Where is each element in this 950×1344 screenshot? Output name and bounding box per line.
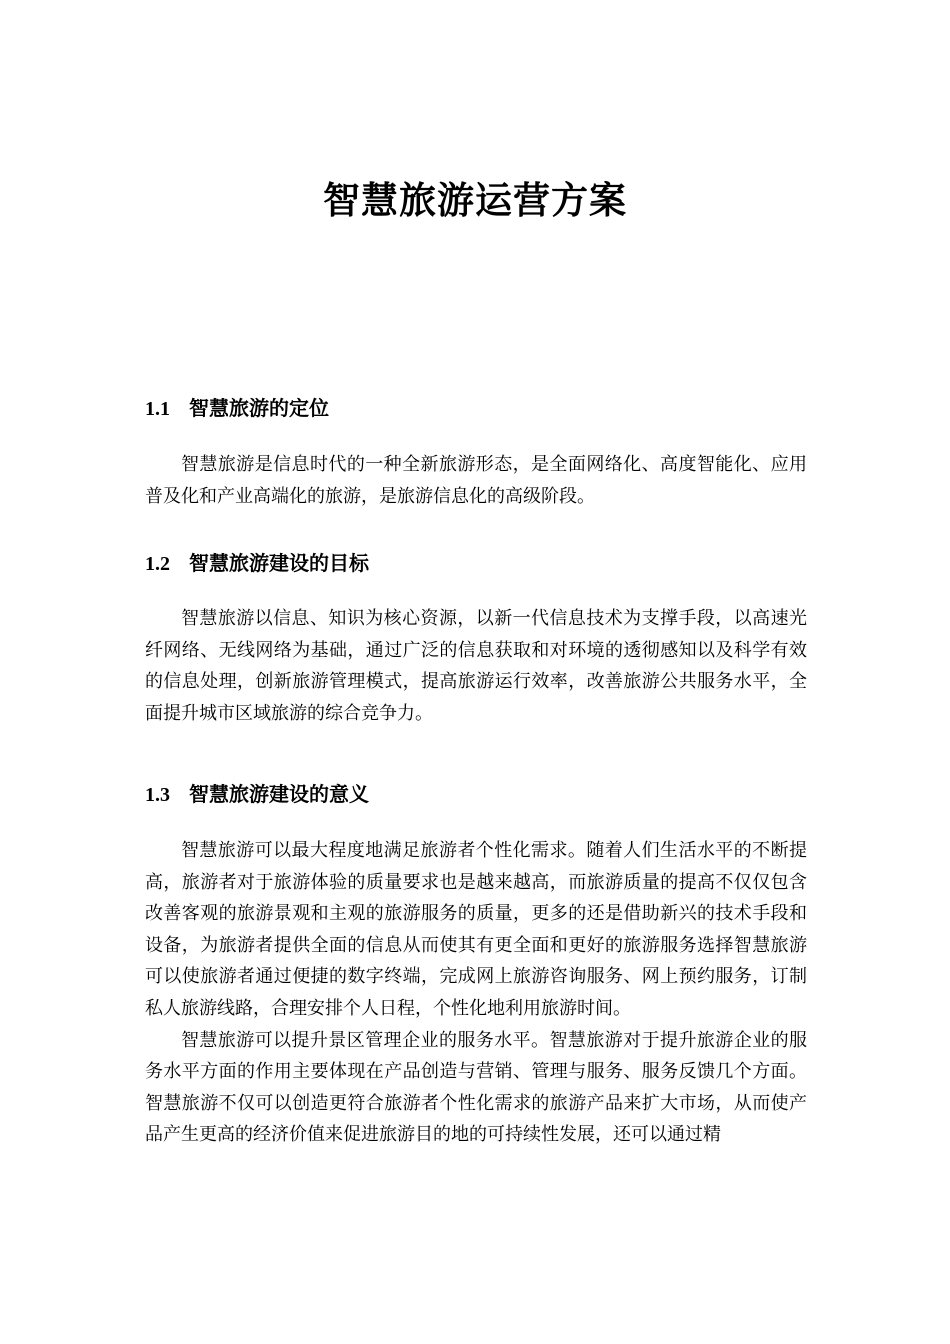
section-positioning [145,393,807,512]
section-title: 智慧旅游建设的目标 [189,551,369,575]
section-heading [145,779,807,810]
paragraph: 智慧旅游是信息时代的一种全新旅游形态，是全面网络化、高度智能化、应用普及化和产业高端化的旅游，是旅游信息化的高级阶段。 [145,454,807,507]
section-number: 1.1 [145,398,170,420]
section-goals [145,548,807,729]
section-number: 1.2 [145,553,170,575]
paragraph: 智慧旅游以信息、知识为核心资源，以新一代信息技术为支撑手段，以高速光纤网络、无线网络为基础，通过广泛的信息获取和对环境的透彻感知以及科学有效的信息处理，创新旅游管理模式，提高旅游运行效率，改善旅游公共服务水平，全面提升城市区域旅游的综合竞争力。 [145,608,807,724]
paragraph: 智慧旅游可以提升景区管理企业的服务水平。智慧旅游对于提升旅游企业的服务水平方面的作用主要体现在产品创造与营销、管理与服务、服务反馈几个方面。智慧旅游不仅可以创造更符合旅游者个性化需求的旅游产品来扩大市场，从而使产品产生更高的经济价值来促进旅游目的地的可持续性发展，还可以通过精 [145,1029,807,1146]
section-significance [145,779,807,1151]
document-title: 智慧旅游运营方案 [323,178,627,222]
section-heading [145,548,807,579]
section-number: 1.3 [145,784,170,806]
section-title: 智慧旅游建设的意义 [189,782,369,806]
paragraph: 智慧旅游可以最大程度地满足旅游者个性化需求。随着人们生活水平的不断提高，旅游者对于旅游体验的质量要求也是越来越高，而旅游质量的提高不仅仅包含改善客观的旅游景观和主观的旅游服务的质量，更多的还是借助新兴的技术手段和设备，为旅游者提供全面的信息从而使其有更全面和更好的旅游服务选择智慧旅游可以使旅游者通过便捷的数字终端，完成网上旅游咨询服务、网上预约服务，订制私人旅游线路，合理安排个人日程，个性化地利用旅游时间。 [145,840,807,1019]
section-title: 智慧旅游的定位 [189,396,329,420]
section-heading [145,393,807,424]
